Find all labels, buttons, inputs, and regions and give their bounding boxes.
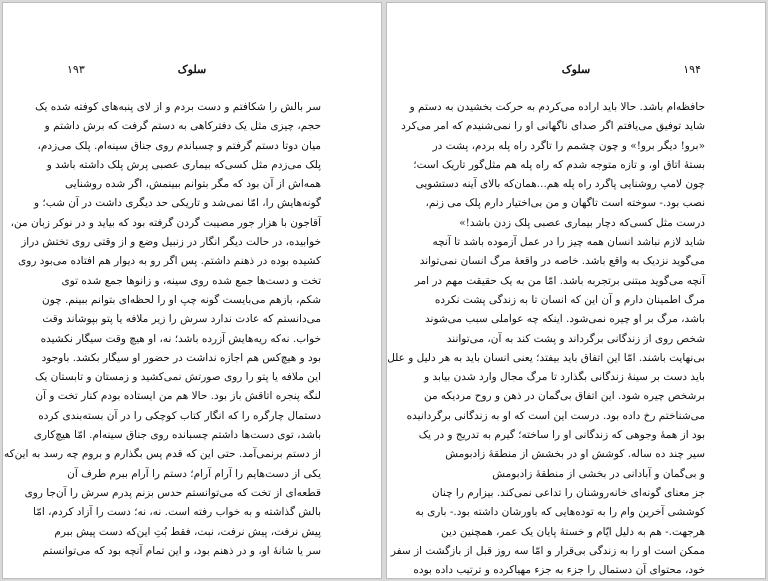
text-line: پیش نرفت، پیش نرفت، نبت، فقط بُتِ این‌که دست پیش ببرم xyxy=(54,525,321,538)
left-page xyxy=(2,2,382,579)
text-line: باشد، توی دست‌ها داشتم چسبانده روی جناق سینه‌ام. امّا هیچ‌کاری xyxy=(33,429,321,442)
left-page-body xyxy=(4,98,321,557)
text-line: می‌گوید نزدیک به واقع باشد. خاصه در واقعهٔ مرگ انسان نمی‌تواند xyxy=(419,255,705,268)
text-line: خود، محتوای آن دستمال را جزء به جزء مهیاکرده و ترتیب داده بوده xyxy=(413,564,705,577)
text-line: آقاجون با هزار جور مصیبت گردن گرفته بود که بیاید و در نوکر زبان من، xyxy=(10,216,321,229)
text-line: آنچه می‌گوید مبتنی برتجربه باشد. امّا من به یک حقیقت مهم در امر xyxy=(414,274,705,287)
text-line: دستمال چارگره را که انگار کتاب کوچکی را در آن بسته‌بندی کرده xyxy=(38,409,321,422)
left-page-title: سلوک xyxy=(177,63,207,76)
text-line: شاید توفیق می‌یافتم اگر صدای ناگهانی او را نمی‌شنیدم که امر می‌کرد xyxy=(401,120,705,133)
text-line: و بی‌گمان و آبادانی در بخشی از منطقهٔ زادبومش xyxy=(492,467,705,480)
text-line: باشد، مرگ بر او چیره نمی‌شود. اینکه چه عواملی سبب می‌شوند xyxy=(425,313,705,326)
text-line: از دستم برنمی‌آمد. حتی این که قدم پس بگذارم و بروم چه رسد به این‌که xyxy=(4,448,321,461)
text-line: خوابیده، در حالت دیگر انگار در زنبیل وضع و از وقتی روی تختش دراز xyxy=(21,236,321,249)
text-line: می‌دانستم که عادت ندارد سرش را زیر ملافه یا پتو بپوشاند وقت xyxy=(42,313,321,326)
right-page-body xyxy=(387,98,705,577)
text-line: میان دوتا دستم گرفتم و چسباندم روی جناق سینه‌ام. پلک می‌زدم، xyxy=(37,139,321,152)
text-line: می‌شناختم رخ داده بود. درست این است که او به زندگانی برگردانیده xyxy=(406,409,705,422)
text-line: یکی از دست‌هایم را آرام آرام؛ دستم را آرام ببرم طرف آن xyxy=(67,467,321,480)
text-line: حافظه‌ام باشد. حالا باید اراده می‌کردم به حرکت بخشیدن به دستم و xyxy=(409,101,705,113)
text-line: حجم، چیزی مثل یک دفترکاهی به دستم گرفت که برش داشتم و xyxy=(44,120,321,133)
text-line: باید دست بر سینهٔ زندگانی بگذارد تا مرگ مجال وارد شدن بیابد و xyxy=(424,371,705,384)
text-line: شکم، بازهم می‌بایست گونه چپ او را لحظه‌ای بتوانم ببینم. چون xyxy=(42,293,321,306)
right-page-title: سلوک xyxy=(561,63,591,76)
text-line: شاید لازم نباشد انسان همه چیز را در عمل آزموده باشد تا آنچه xyxy=(432,236,705,249)
text-line: این ملافه یا پتو را روی صورتش نمی‌کشید و زمستان و تابستان یک xyxy=(34,371,321,384)
text-line: نصب بود.- سوخته است تا‌گهان و من بی‌اختیار دارم پلک می زنم، xyxy=(425,197,705,210)
text-line: چون لامپ روشنایی پاگرد راه پله هم...همان‌که بالای آینه دستشویی xyxy=(415,178,705,191)
text-line: تخت و دست‌ها جمع شده روی سینه، و زانوها جمع شده توی xyxy=(61,274,321,287)
left-page-header xyxy=(3,63,381,83)
text-line: ممکن است او را به زندگی بی‌قرار و امّا سه روز قبل از بازگشت از سفر xyxy=(390,544,705,557)
text-line: جز معنای گونه‌ای خانه‌روشنان را تداعی نمی‌کند. بیزارم را چنان xyxy=(431,486,705,499)
text-line: بود از همهٔ وجوهی که زندگانی او را ساخته؛ گیرم به تدریج و در یک xyxy=(418,429,705,442)
text-line: قطعه‌ای از تخت که می‌توانستم حدس بزنم پدرم سرش را آن‌جا روی xyxy=(24,486,321,499)
right-page-number: ۱۹۴ xyxy=(683,63,701,76)
text-line: «برو! دیگر برو!» و چون چشمم را تاگرد راه پله بردم، پشت در xyxy=(432,139,705,152)
text-line: بستهٔ اتاق او، و تازه متوجه شدم که راه پله هم مثل‌گور تاریک است؛ xyxy=(413,158,705,171)
text-line: کوششی آخرین وام را به توده‌هایی که باورشان داشته بود.- باری به xyxy=(415,506,705,519)
right-page xyxy=(386,2,766,579)
text-line: برشخص چیره شود. این اتفاق بی‌گمان در ذهن و روح مردیکه من xyxy=(423,390,705,403)
text-line: سیر چند ده ساله. کوشش او در بخشش از منطقهٔ زادبومش xyxy=(445,448,705,461)
text-line: خواب. نه‌که ریه‌هایش آزرده باشد؛ نه، او هیچ وقت سیگار نکشیده xyxy=(40,332,321,345)
text-line: پلک می‌زدم مثل کسی‌که بیماری عصبی پرش پلک داشته باشد و xyxy=(46,158,321,171)
text-line: درست مثل کسی‌که دچار بیماری عصبی پلک زدن باشد!» xyxy=(459,216,705,229)
text-line: سر بالش را شکافتم و دست بردم و از لای پنبه‌های کوفته شده یک xyxy=(35,101,321,113)
text-line: بود و هیچ‌کس هم اجازه نداشت در حضور او سیگار بکشد. باوجود xyxy=(41,351,321,364)
text-line: بالش گذاشته و به خواب رفته است. نه، نه؛ دست را آزاد کردم، امّا xyxy=(33,506,321,519)
text-line: گونه‌هایش را، امّا نمی‌شد و تاریکی حد دیگری داشت در آن شب؛ و xyxy=(34,197,321,210)
left-page-number: ۱۹۳ xyxy=(67,63,85,76)
text-line: مرگ اطمینان دارم و آن این که انسان تا به زندگی پشت نکرده xyxy=(434,293,705,306)
text-line: شخص روی از زندگانی برگرداند و پشت کند به آن، می‌توانند xyxy=(446,332,705,345)
text-line: لنگه پنجره اتاقش باز بود. حالا هم من ایستاده بودم کنار تخت و آن xyxy=(35,390,321,403)
text-line: همه‌اش از آن بود که مگر بتوانم ببینمش، اگر شده روشنایی xyxy=(65,178,321,191)
text-line: کشیده بوده در ذهنم داشتم. پس اگر رو به دیوار هم افتاده می‌بود روی xyxy=(18,255,321,268)
right-page-header xyxy=(387,63,765,83)
text-line: بی‌نهایت باشند. امّا این اتفاق باید بیفتد؛ یعنی انسان باید به هر دلیل و علل xyxy=(387,351,705,364)
text-line: سر یا شانهٔ او، و در ذهنم بود، و این تمام آنچه بود که می‌توانستم xyxy=(42,544,321,557)
text-line: هرجهت.- هم به دلیل ایّام و خستهٔ پایان یک عمر، همچنین دین xyxy=(440,525,705,538)
